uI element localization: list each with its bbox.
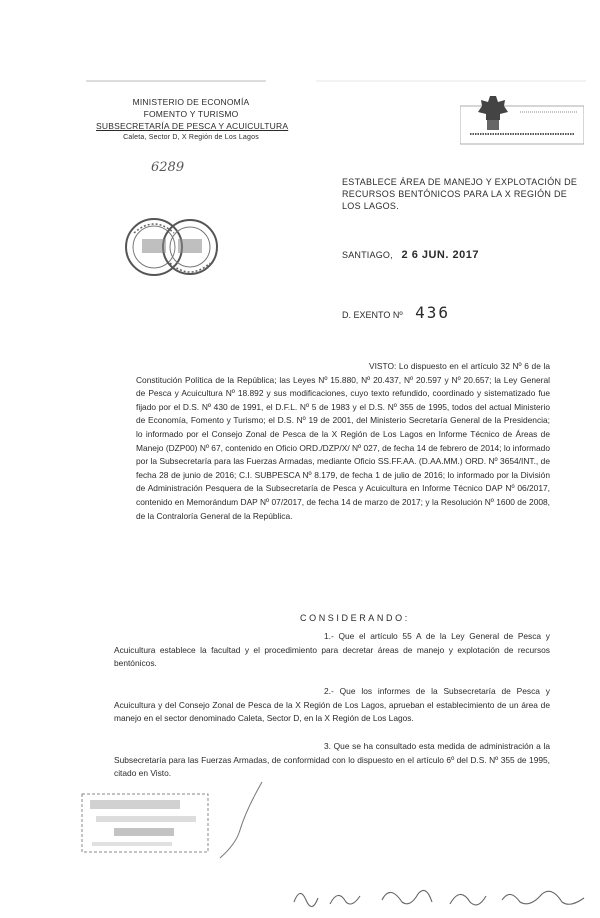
ministry-header	[96, 96, 289, 144]
handwritten-number: 6289	[151, 160, 185, 175]
considerando-title: CONSIDERANDO:	[300, 613, 410, 623]
decree-number	[342, 303, 450, 322]
considerando-item-1: 1.- Que el artículo 55 A de la Ley General de Pesca y Acuicultura establece la facultad y el procedimiento para decretar áreas de manejo y explotación de recursos bentónicos.	[114, 631, 550, 669]
decree-number-value: 436	[415, 303, 451, 322]
handwritten-signature-icon	[290, 880, 590, 912]
top-rule	[86, 80, 586, 82]
ministry-line-2: FOMENTO Y TURISMO	[143, 109, 239, 119]
place-label: SANTIAGO,	[342, 250, 393, 260]
considerando-item-2: 2.- Que los informes de la Subsecretaría de Pesca y Acuicultura y del Consejo Zonal de Pesca de la X Región de Los Lagos, aprueban el establecimiento de un área de manejo en el sector denominado Caleta, Sector D, en la X Región de Los Lagos.	[114, 686, 550, 724]
considerando-item-3: 3. Que se ha consultado esta medida de administración a la Subsecretaría para las Fuerzas Armadas, de conformidad con lo dispuesto en el artículo 6º del D.S. Nº 355 de 1995, citado en Visto.	[114, 741, 550, 779]
chile-crest-icon	[460, 90, 584, 148]
decree-subject: ESTABLECE ÁREA DE MANEJO Y EXPLOTACIÓN DE RECURSOS BENTÓNICOS PARA LA X REGIÓN DE LOS LAGOS.	[342, 177, 578, 211]
ministry-line-1: MINISTERIO DE ECONOMÍA	[132, 97, 250, 107]
visto-paragraph: VISTO: Lo dispuesto en el artículo 32 Nº 6 de la Constitución Política de la República; las Leyes Nº 15.880, Nº 20.437, Nº 20.597 y Nº 20.657; la Ley General de Pesca y Acuicultura Nº 18.892 y sus modificaciones, cuyo texto refundido, coordinado y sistematizado fue fijado por el D.S. Nº 430 de 1991, el D.F.L. Nº 5 de 1983 y el D.S. Nº 355 de 1995, todos del actual Ministerio de Economía, Fomento y Turismo; el D.S. Nº 19 de 2001, del Ministerio Secretaría General de la Presidencia; lo informado por el Consejo Zonal de Pesca de la X Región de Los Lagos en Informe Técnico de Áreas de Manejo (DZP00) Nº 67, contenido en Oficio ORD./DZP/X/ Nº 027, de fecha 14 de febrero de 2014; lo informado por la Subsecretaría para las Fuerzas Armadas, mediante Oficio SS.FF.AA. (D.AA.MM.) ORD. Nº 3654/INT., de fecha 28 de junio de 2016; C.I. SUBPESCA Nº 8.179, de fecha 1 de julio de 2016; lo informado por la División de Administración Pesquera de la Subsecretaría de Pesca y Acuicultura en Informe Técnico DAP Nº 06/2017, contenido en Memorándum DAP Nº 07/2017, de fecha 14 de marzo de 2017; y la Resolución Nº 1600 de 2008, de la Contraloría General de la República.	[136, 361, 550, 521]
received-stamp-icon	[80, 792, 210, 854]
decree-date: 2 6 JUN. 2017	[401, 249, 479, 261]
ministry-seal-icon	[124, 203, 220, 291]
ministry-line-3: SUBSECRETARÍA DE PESCA Y ACUICULTURA	[96, 121, 289, 131]
pen-mark-icon	[216, 780, 266, 860]
decree-label: D. EXENTO Nº	[342, 310, 403, 320]
place-and-date	[342, 249, 479, 261]
ministry-line-4: Caleta, Sector D, X Región de Los Lagos	[123, 134, 259, 141]
